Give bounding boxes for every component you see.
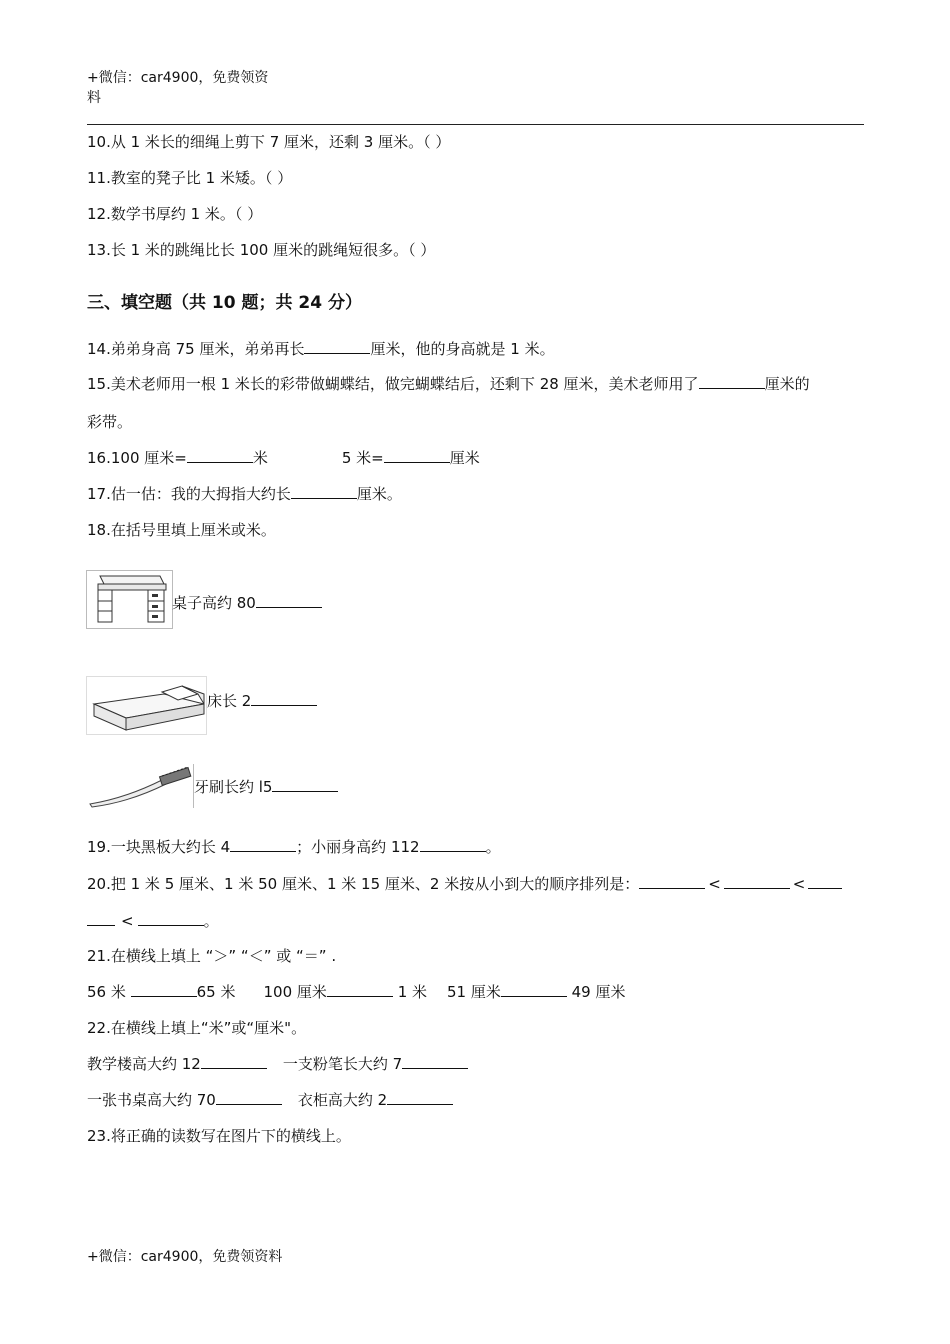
question-22-row1 (87, 1053, 468, 1075)
q21-p2b: 1 米 (397, 983, 427, 1001)
question-15 (87, 373, 810, 395)
section-title-fill-blank: 三、填空题（共 10 题；共 24 分） (87, 293, 362, 313)
q16-text-c: 5 米= (341, 449, 384, 467)
question-11: 11.教室的凳子比 1 米矮。（ ） (87, 169, 293, 187)
answer-blank[interactable] (808, 874, 842, 889)
answer-blank[interactable] (304, 339, 370, 354)
q17-text-b: 厘米。 (356, 485, 402, 503)
answer-blank[interactable] (501, 982, 567, 997)
question-21-items (87, 981, 626, 1003)
q15-text-a: 15.美术老师用一根 1 米长的彩带做蝴蝶结，做完蝴蝶结后，还剩下 28 厘米，美术老师用了 (87, 375, 699, 393)
question-10: 10.从 1 米长的细绳上剪下 7 厘米，还剩 3 厘米。（ ） (87, 133, 451, 151)
question-18: 18.在括号里填上厘米或米。 (87, 521, 276, 539)
answer-blank[interactable] (187, 448, 253, 463)
question-17 (87, 483, 402, 505)
q14-text-b: 厘米，他的身高就是 1 米。 (370, 340, 555, 358)
q21-p3b: 49 厘米 (571, 983, 626, 1001)
footer-watermark: +微信：car4900，免费领资料 (87, 1249, 283, 1265)
question-16 (87, 447, 480, 469)
question-21: 21.在横线上填上 “＞” “＜” 或 “＝” . (87, 947, 337, 965)
question-22-row2 (87, 1089, 453, 1111)
answer-blank[interactable] (402, 1054, 468, 1069)
q21-p2a: 100 厘米 (263, 983, 327, 1001)
header-rule (87, 124, 864, 125)
answer-blank[interactable] (256, 593, 322, 608)
question-23: 23.将正确的读数写在图片下的横线上。 (87, 1127, 351, 1145)
q20-end: 。 (203, 912, 219, 930)
toothbrush-image (86, 764, 196, 810)
answer-blank[interactable] (131, 982, 197, 997)
q18-bed (207, 690, 317, 712)
q16-text-b: 米 (252, 449, 268, 467)
q22-item3: 一张书桌高大约 70 (87, 1091, 216, 1109)
desk-image (86, 570, 174, 630)
q21-p1a: 56 米 (87, 983, 126, 1001)
answer-blank[interactable] (384, 448, 450, 463)
answer-blank[interactable] (724, 874, 790, 889)
q22-item4: 衣柜高大约 2 (297, 1091, 388, 1109)
q15-text-b: 厘米的 (764, 375, 810, 393)
answer-blank[interactable] (327, 982, 393, 997)
q22-item2: 一支粉笔长大约 7 (282, 1055, 403, 1073)
q18-desk (172, 592, 322, 614)
answer-blank[interactable] (291, 484, 357, 499)
q16-text-d: 厘米 (449, 449, 480, 467)
answer-blank[interactable] (387, 1090, 453, 1105)
q21-p3a: 51 厘米 (447, 983, 501, 1001)
header-watermark (87, 68, 287, 108)
q19-text-b: ；小丽身高约 112 (296, 838, 420, 856)
q18-brush-text: 牙刷长约 l5 (194, 778, 273, 796)
question-19 (87, 836, 501, 858)
header-text-line2: 料 (87, 90, 101, 106)
answer-blank[interactable] (420, 837, 486, 852)
question-14 (87, 338, 555, 360)
question-20-continued (87, 910, 219, 932)
question-20 (87, 873, 842, 895)
q16-text-a: 16.100 厘米= (87, 449, 187, 467)
q20-less-than: < (792, 875, 806, 893)
q17-text-a: 17.估一估：我的大拇指大约长 (87, 485, 291, 503)
q18-brush (194, 776, 338, 798)
answer-blank[interactable] (272, 777, 338, 792)
question-15-continued: 彩带。 (87, 413, 133, 431)
answer-blank[interactable] (230, 837, 296, 852)
q14-text-a: 14.弟弟身高 75 厘米，弟弟再长 (87, 340, 305, 358)
q20-text-a: 20.把 1 米 5 厘米、1 米 50 厘米、1 米 15 厘米、2 米按从小到大的顺序排列是： (87, 875, 640, 893)
q22-item1: 教学楼高大约 12 (87, 1055, 201, 1073)
header-text-line1: +微信：car4900，免费领资 (87, 70, 269, 86)
bed-image (86, 676, 208, 736)
question-13: 13.长 1 米的跳绳比长 100 厘米的跳绳短很多。（ ） (87, 241, 436, 259)
answer-blank[interactable] (216, 1090, 282, 1105)
q21-p1b: 65 米 (196, 983, 236, 1001)
q19-text-a: 19.一块黑板大约长 4 (87, 838, 231, 856)
answer-blank[interactable] (87, 911, 115, 926)
question-22: 22.在横线上填上“米”或“厘米"。 (87, 1019, 307, 1037)
q19-text-c: 。 (485, 838, 501, 856)
question-12: 12.数学书厚约 1 米。（ ） (87, 205, 263, 223)
answer-blank[interactable] (699, 374, 765, 389)
answer-blank[interactable] (138, 911, 204, 926)
q18-bed-text: 床长 2 (207, 692, 252, 710)
q20-less-than: < (121, 912, 134, 930)
answer-blank[interactable] (639, 874, 705, 889)
answer-blank[interactable] (251, 691, 317, 706)
q18-desk-text: 桌子高约 80 (172, 594, 256, 612)
answer-blank[interactable] (201, 1054, 267, 1069)
q20-less-than: < (708, 875, 721, 893)
